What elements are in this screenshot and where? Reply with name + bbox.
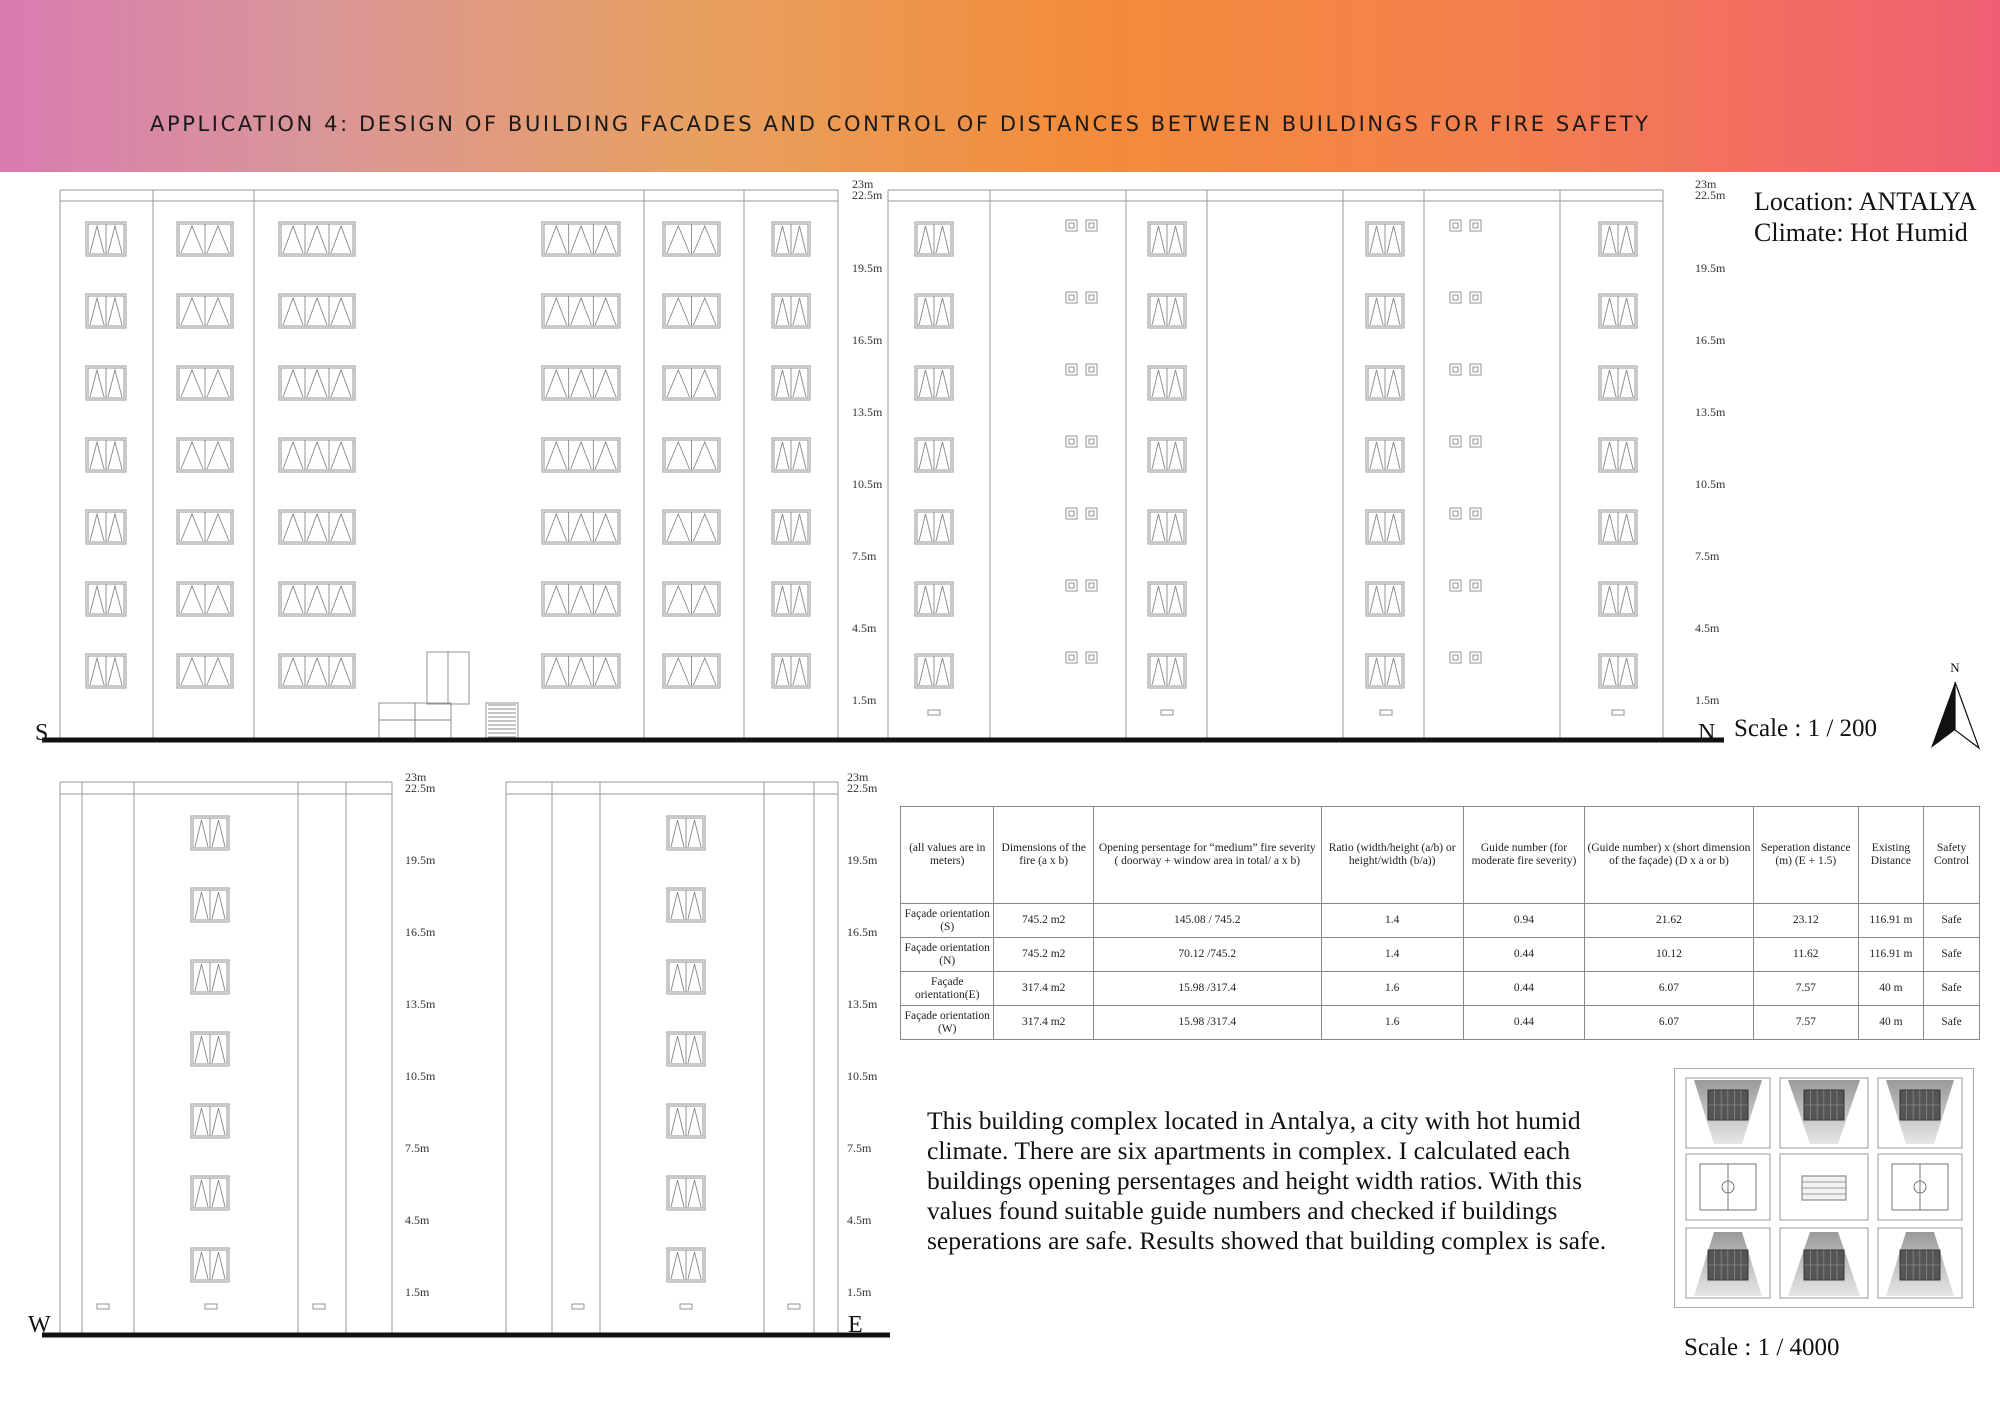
- table-row: [901, 1006, 1980, 1040]
- level-label: 10.5m: [847, 1069, 878, 1083]
- vent-window: [1450, 508, 1461, 519]
- level-label: 7.5m: [1695, 549, 1720, 563]
- vent-window: [1470, 652, 1481, 663]
- table-cell: 745.2 m2: [994, 938, 1093, 972]
- site-plan-drawing: [1674, 1068, 1974, 1308]
- level-label: 4.5m: [847, 1213, 872, 1227]
- level-label: 7.5m: [405, 1141, 430, 1155]
- window: [915, 582, 953, 616]
- vent-window: [1450, 652, 1461, 663]
- south-label: S: [35, 720, 49, 746]
- table-cell: 0.44: [1463, 938, 1584, 972]
- window: [1366, 366, 1404, 400]
- window: [1366, 222, 1404, 256]
- east-label: E: [848, 1312, 863, 1338]
- window: [667, 816, 705, 850]
- vent-window: [1450, 436, 1461, 447]
- vent-window: [1470, 508, 1481, 519]
- level-label: 10.5m: [852, 477, 883, 491]
- window: [667, 888, 705, 922]
- level-label: 1.5m: [847, 1285, 872, 1299]
- header-cell: Existing Distance: [1858, 807, 1923, 904]
- window: [177, 438, 233, 472]
- vent-grille: [788, 1304, 800, 1309]
- vent-window: [1066, 580, 1077, 591]
- window: [667, 1176, 705, 1210]
- level-label: 22.5m: [1695, 188, 1726, 202]
- window: [542, 366, 620, 400]
- vent-window: [1470, 292, 1481, 303]
- table-cell: 10.12: [1585, 938, 1754, 972]
- table-cell: 0.44: [1463, 1006, 1584, 1040]
- window: [1148, 654, 1186, 688]
- vent-window: [1470, 364, 1481, 375]
- window: [772, 582, 810, 616]
- level-label: 13.5m: [852, 405, 883, 419]
- vent-window: [1066, 508, 1077, 519]
- window: [191, 1248, 229, 1282]
- vent-grille: [572, 1304, 584, 1309]
- table-cell: Safe: [1924, 972, 1980, 1006]
- header-cell: Safety Control: [1924, 807, 1980, 904]
- steps: [379, 703, 415, 740]
- apartment-block: [1878, 1078, 1962, 1148]
- window: [177, 366, 233, 400]
- window: [772, 366, 810, 400]
- window: [1148, 366, 1186, 400]
- table-cell: 116.91 m: [1858, 938, 1923, 972]
- vent-window: [1470, 220, 1481, 231]
- apartment-block: [1686, 1078, 1770, 1148]
- table-cell: 317.4 m2: [994, 1006, 1093, 1040]
- window: [663, 582, 720, 616]
- window: [667, 1248, 705, 1282]
- vent-grille: [313, 1304, 325, 1309]
- table-cell: 0.94: [1463, 904, 1584, 938]
- window: [1599, 510, 1637, 544]
- header-cell: (Guide number) x (short dimension of the façade) (D x a or b): [1585, 807, 1754, 904]
- table-cell: 15.98 /317.4: [1093, 972, 1321, 1006]
- table-row: [901, 938, 1980, 972]
- table-cell: 40 m: [1858, 1006, 1923, 1040]
- window: [177, 582, 233, 616]
- level-label: 13.5m: [1695, 405, 1726, 419]
- window: [86, 366, 126, 400]
- window: [1366, 654, 1404, 688]
- window: [191, 960, 229, 994]
- header-cell: Dimensions of the fire (a x b): [994, 807, 1093, 904]
- window: [1148, 510, 1186, 544]
- vent-window: [1086, 652, 1097, 663]
- window: [915, 654, 953, 688]
- window: [191, 1032, 229, 1066]
- level-label: 4.5m: [405, 1213, 430, 1227]
- table-cell: Safe: [1924, 904, 1980, 938]
- header-cell: Ratio (width/height (a/b) or height/width (b/a)): [1321, 807, 1463, 904]
- window: [279, 366, 355, 400]
- table-cell: 7.57: [1753, 1006, 1858, 1040]
- west-east-elevation-drawing: [0, 762, 900, 1352]
- table-cell: 6.07: [1585, 972, 1754, 1006]
- table-cell: 15.98 /317.4: [1093, 1006, 1321, 1040]
- table-cell: 21.62: [1585, 904, 1754, 938]
- window: [279, 510, 355, 544]
- table-cell: 70.12 /745.2: [1093, 938, 1321, 972]
- header-cell: Guide number (for moderate fire severity): [1463, 807, 1584, 904]
- window: [1148, 438, 1186, 472]
- vent-grille: [205, 1304, 217, 1309]
- window: [191, 1176, 229, 1210]
- vent-window: [1086, 508, 1097, 519]
- table-cell: Façade orientation (S): [901, 904, 994, 938]
- header-cell: Opening persentage for “medium” fire severity ( doorway + window area in total/ a x b): [1093, 807, 1321, 904]
- window: [1366, 438, 1404, 472]
- table-cell: Safe: [1924, 938, 1980, 972]
- level-label: 10.5m: [405, 1069, 436, 1083]
- level-label: 19.5m: [405, 853, 436, 867]
- level-label: 1.5m: [852, 693, 877, 707]
- window: [1148, 222, 1186, 256]
- window: [542, 438, 620, 472]
- north-arrow-icon: [1925, 660, 1981, 756]
- header-cell: Seperation distance (m) (E + 1.5): [1753, 807, 1858, 904]
- vent-window: [1066, 220, 1077, 231]
- table-cell: 6.07: [1585, 1006, 1754, 1040]
- window: [86, 438, 126, 472]
- table-cell: 1.6: [1321, 1006, 1463, 1040]
- window: [177, 294, 233, 328]
- window: [667, 960, 705, 994]
- table-cell: 1.6: [1321, 972, 1463, 1006]
- level-label: 23m: [847, 770, 869, 784]
- vent-window: [1086, 292, 1097, 303]
- vent-window: [1066, 292, 1077, 303]
- vent-window: [1086, 364, 1097, 375]
- fire-safety-table: [900, 806, 1980, 1040]
- level-label: 19.5m: [1695, 261, 1726, 275]
- level-label: 19.5m: [847, 853, 878, 867]
- scale-1-200: Scale : 1 / 200: [1734, 715, 1878, 742]
- apartment-block: [1686, 1228, 1770, 1298]
- vent-window: [1470, 436, 1481, 447]
- window: [1599, 294, 1637, 328]
- vent-window: [1450, 580, 1461, 591]
- window: [542, 582, 620, 616]
- level-label: 23m: [1695, 177, 1717, 191]
- window: [1148, 582, 1186, 616]
- level-label: 16.5m: [405, 925, 436, 939]
- window: [191, 816, 229, 850]
- level-label: 4.5m: [852, 621, 877, 635]
- window: [1599, 654, 1637, 688]
- table-cell: 40 m: [1858, 972, 1923, 1006]
- window: [279, 438, 355, 472]
- window: [1599, 222, 1637, 256]
- south-north-elevation-drawing: [0, 172, 2000, 762]
- window: [1366, 294, 1404, 328]
- vent-window: [1066, 364, 1077, 375]
- window: [915, 438, 953, 472]
- window: [663, 222, 720, 256]
- apartment-block: [1780, 1078, 1868, 1148]
- table-cell: 23.12: [1753, 904, 1858, 938]
- level-label: 23m: [405, 770, 427, 784]
- window: [279, 582, 355, 616]
- window: [279, 294, 355, 328]
- level-label: 1.5m: [1695, 693, 1720, 707]
- window: [663, 654, 720, 688]
- window: [86, 294, 126, 328]
- apartment-block: [1780, 1228, 1868, 1298]
- level-label: 13.5m: [847, 997, 878, 1011]
- apartment-block: [1878, 1228, 1962, 1298]
- window: [191, 888, 229, 922]
- window: [279, 654, 355, 688]
- window: [1366, 582, 1404, 616]
- window: [177, 654, 233, 688]
- scale-1-4000: Scale : 1 / 4000: [1684, 1334, 1840, 1361]
- table-cell: 0.44: [1463, 972, 1584, 1006]
- window: [279, 222, 355, 256]
- table-cell: 1.4: [1321, 904, 1463, 938]
- table-cell: Façade orientation(E): [901, 972, 994, 1006]
- window: [915, 510, 953, 544]
- level-label: 1.5m: [405, 1285, 430, 1299]
- window: [772, 510, 810, 544]
- page-title: APPLICATION 4: DESIGN OF BUILDING FACADES AND CONTROL OF DISTANCES BETWEEN BUILDINGS FOR FIRE SAFETY: [150, 112, 1651, 136]
- window: [542, 294, 620, 328]
- vent-window: [1066, 652, 1077, 663]
- vent-grille: [1380, 710, 1392, 715]
- table-cell: 11.62: [1753, 938, 1858, 972]
- level-label: 4.5m: [1695, 621, 1720, 635]
- west-label: W: [28, 1312, 51, 1338]
- window: [542, 222, 620, 256]
- vent-window: [1450, 220, 1461, 231]
- window: [667, 1104, 705, 1138]
- window: [915, 294, 953, 328]
- window: [542, 654, 620, 688]
- table-row: [901, 972, 1980, 1006]
- level-label: 10.5m: [1695, 477, 1726, 491]
- vent-grille: [1612, 710, 1624, 715]
- window: [86, 582, 126, 616]
- window: [1599, 366, 1637, 400]
- vent-window: [1086, 436, 1097, 447]
- compass-label: N: [1950, 660, 1960, 675]
- window: [663, 438, 720, 472]
- vent-grille: [97, 1304, 109, 1309]
- vent-window: [1470, 580, 1481, 591]
- vent-window: [1450, 364, 1461, 375]
- vent-grille: [1161, 710, 1173, 715]
- window: [772, 438, 810, 472]
- window: [772, 654, 810, 688]
- window: [915, 366, 953, 400]
- window: [1599, 438, 1637, 472]
- level-label: 16.5m: [1695, 333, 1726, 347]
- vent-grille: [680, 1304, 692, 1309]
- table-cell: 745.2 m2: [994, 904, 1093, 938]
- vent-window: [1086, 220, 1097, 231]
- window: [663, 366, 720, 400]
- vent-window: [1450, 292, 1461, 303]
- table-cell: 7.57: [1753, 972, 1858, 1006]
- climate-text: Climate: Hot Humid: [1754, 218, 1968, 247]
- window: [191, 1104, 229, 1138]
- window: [177, 222, 233, 256]
- level-label: 13.5m: [405, 997, 436, 1011]
- table-header-row: [901, 807, 1980, 904]
- window: [177, 510, 233, 544]
- window: [667, 1032, 705, 1066]
- window: [86, 510, 126, 544]
- level-label: 22.5m: [847, 781, 878, 795]
- table-cell: Façade orientation (N): [901, 938, 994, 972]
- level-label: 22.5m: [852, 188, 883, 202]
- table-cell: 145.08 / 745.2: [1093, 904, 1321, 938]
- window: [772, 294, 810, 328]
- table-cell: Façade orientation (W): [901, 1006, 994, 1040]
- table-cell: 317.4 m2: [994, 972, 1093, 1006]
- north-label: N: [1698, 720, 1716, 746]
- title-banner: [0, 0, 2000, 172]
- table-row: [901, 904, 1980, 938]
- vent-window: [1066, 436, 1077, 447]
- stairs: [486, 703, 518, 740]
- table-cell: 116.91 m: [1858, 904, 1923, 938]
- window: [1366, 510, 1404, 544]
- window: [772, 222, 810, 256]
- description-paragraph: This building complex located in Antalya, a city with hot humid climate. There are six apartments in complex. I calculated each buildings opening persentages and height width ratios. With this values found suitable guide numbers and checked if buildings seperations are safe. Results showed that building complex is safe.: [927, 1106, 1607, 1255]
- location-text: Location: ANTALYA: [1754, 187, 1977, 216]
- level-label: 19.5m: [852, 261, 883, 275]
- level-label: 7.5m: [847, 1141, 872, 1155]
- level-label: 16.5m: [852, 333, 883, 347]
- table-cell: Safe: [1924, 1006, 1980, 1040]
- level-label: 7.5m: [852, 549, 877, 563]
- window: [1148, 294, 1186, 328]
- level-label: 22.5m: [405, 781, 436, 795]
- window: [663, 294, 720, 328]
- window: [86, 222, 126, 256]
- table-cell: 1.4: [1321, 938, 1463, 972]
- window: [915, 222, 953, 256]
- vent-window: [1086, 580, 1097, 591]
- window: [542, 510, 620, 544]
- vent-grille: [928, 710, 940, 715]
- level-label: 16.5m: [847, 925, 878, 939]
- level-label: 23m: [852, 177, 874, 191]
- window: [1599, 582, 1637, 616]
- header-cell: (all values are in meters): [901, 807, 994, 904]
- window: [663, 510, 720, 544]
- window: [86, 654, 126, 688]
